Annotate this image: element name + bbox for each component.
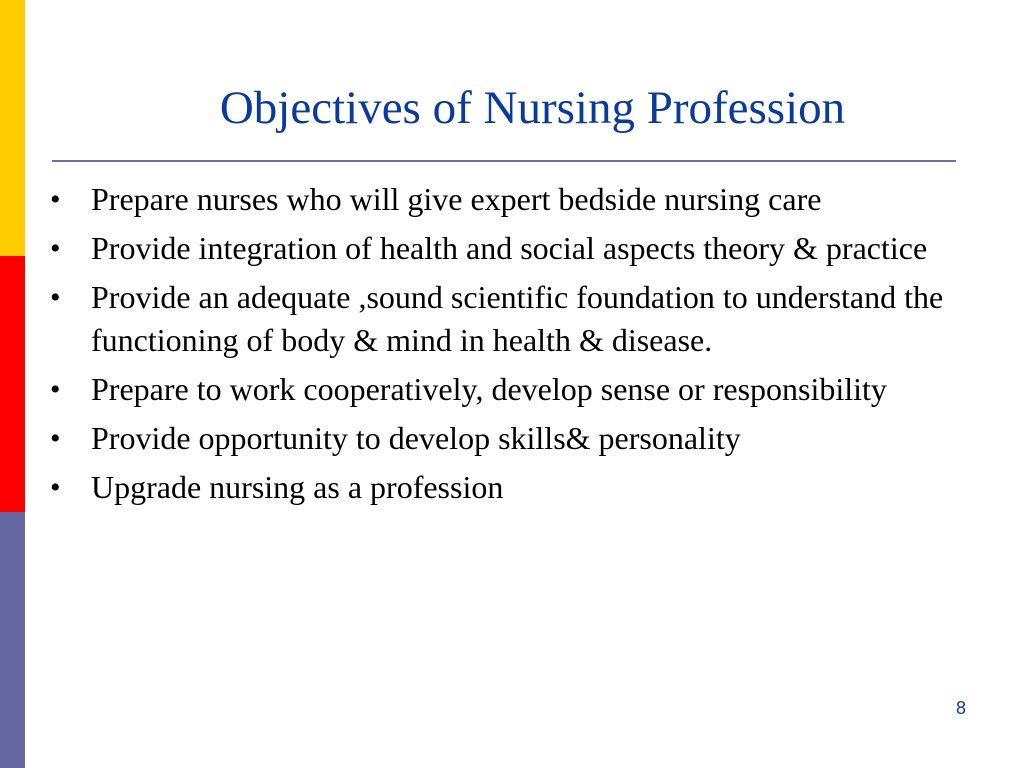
bullet-list <box>50 178 990 515</box>
bullet-text: Provide opportunity to develop skills& personality <box>91 420 741 456</box>
bullet-item <box>50 368 990 411</box>
bullet-text: Upgrade nursing as a profession <box>91 469 504 505</box>
slide-title: Objectives of Nursing Profession <box>219 82 846 134</box>
bullet-item <box>50 417 990 460</box>
bullet-text: Prepare to work cooperatively, develop sense or responsibility <box>91 371 887 407</box>
bullet-icon: • <box>50 471 61 504</box>
decorative-stripe-yellow <box>0 0 25 256</box>
decorative-stripe-red <box>0 256 25 512</box>
bullet-icon: • <box>50 281 61 314</box>
bullet-icon: • <box>50 373 61 406</box>
bullet-item <box>50 227 990 270</box>
bullet-item <box>50 276 990 362</box>
decorative-stripe-blue <box>0 512 25 768</box>
bullet-icon: • <box>50 232 61 265</box>
page-number: 8 <box>955 698 966 718</box>
bullet-item <box>50 466 990 509</box>
bullet-item <box>50 178 990 221</box>
bullet-text: Provide an adequate ,sound scientific foundation to understand the functioning of body & mind in health & disease. <box>91 279 944 358</box>
bullet-text: Provide integration of health and social aspects theory & practice <box>91 230 928 266</box>
title-divider <box>52 160 956 162</box>
bullet-icon: • <box>50 183 61 216</box>
bullet-text: Prepare nurses who will give expert bedside nursing care <box>91 181 822 217</box>
bullet-icon: • <box>50 422 61 455</box>
